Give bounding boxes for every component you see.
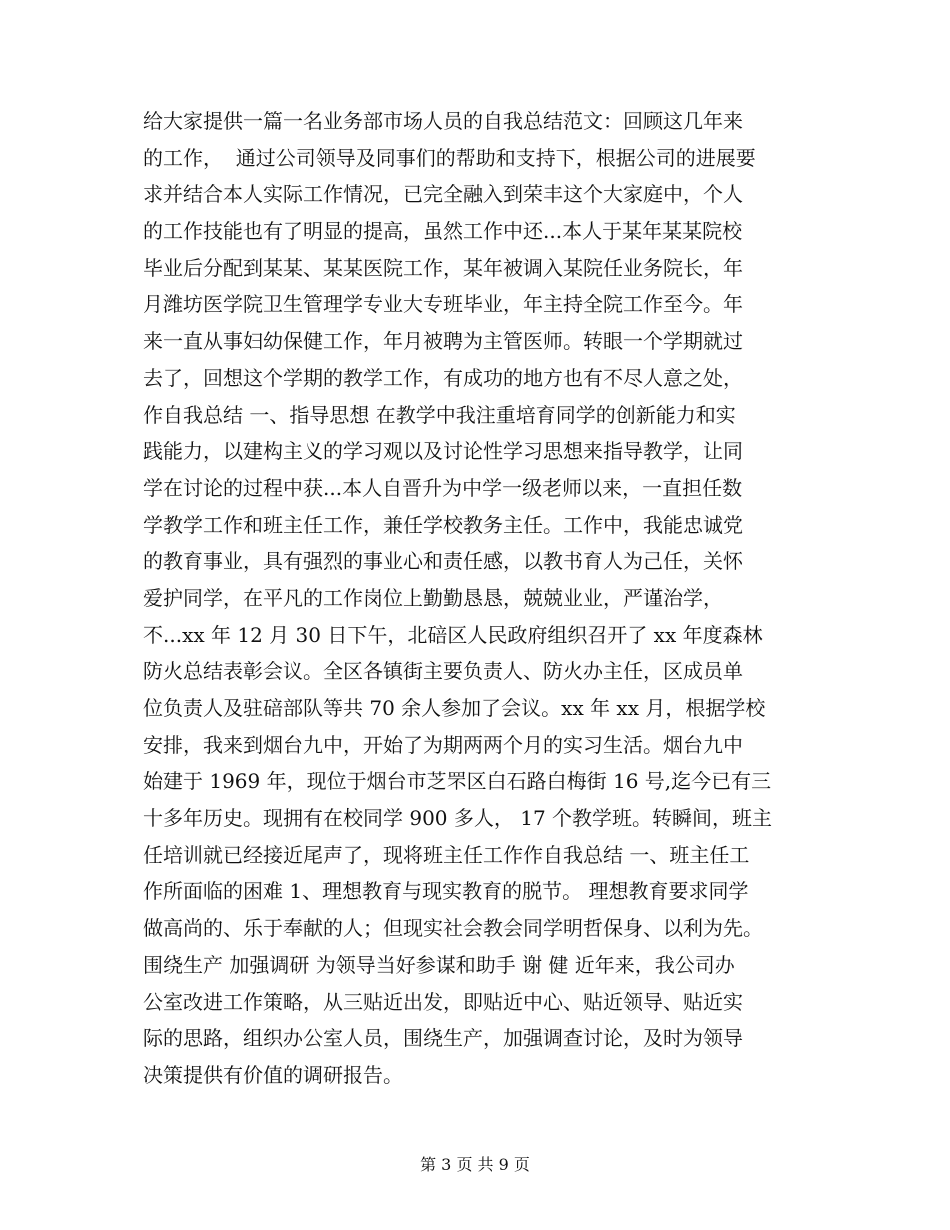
text-line-22: 作所面临的困难 1、理想教育与现实教育的脱节。 理想教育要求同学: [143, 879, 749, 904]
text-line-15: 不...xx 年 12 月 30 日下午，北碚区人民政府组织召开了 xx 年度森林: [143, 622, 763, 647]
text-line-11: 学在讨论的过程中获...本人自晋升为中学一级老师以来，一直担任数: [143, 475, 743, 500]
text-line-3: 求并结合本人实际工作情况，已完全融入到荣丰这个大家庭中，个人: [143, 182, 743, 207]
text-line-5: 毕业后分配到某某、某某医院工作，某年被调入某院任业务院长，年: [143, 255, 743, 280]
text-line-13: 的教育事业，具有强烈的事业心和责任感，以教书育人为己任，关怀: [143, 549, 743, 574]
text-line-17: 位负责人及驻碚部队等共 70 余人参加了会议。xx 年 xx 月，根据学校: [143, 696, 766, 720]
text-line-27: 决策提供有价值的调研报告。: [143, 1062, 403, 1087]
text-line-2: 的工作， 通过公司领导及同事们的帮助和支持下，根据公司的进展要: [143, 145, 756, 170]
text-line-23: 做高尚的、乐于奉献的人；但现实社会教会同学明哲保身、以利为先。: [143, 916, 763, 941]
text-line-4: 的工作技能也有了明显的提高，虽然工作中还...本人于某年某某院校: [143, 219, 743, 244]
page-number-footer: 第 3 页 共 9 页: [420, 1155, 530, 1174]
text-line-9: 作自我总结 一、指导思想 在教学中我注重培育同学的创新能力和实: [143, 402, 736, 427]
text-line-24: 围绕生产 加强调研 为领导当好参谋和助手 谢 健 近年来，我公司办: [143, 952, 735, 977]
text-line-25: 公室改进工作策略，从三贴近出发，即贴近中心、贴近领导、贴近实: [143, 989, 743, 1014]
text-line-14: 爱护同学，在平凡的工作岗位上勤勤恳恳，兢兢业业，严谨治学，: [143, 585, 723, 610]
text-line-21: 任培训就已经接近尾声了，现将班主任工作作自我总结 一、班主任工: [143, 842, 750, 867]
text-line-1: 给大家提供一篇一名业务部市场人员的自我总结范文：回顾这几年来: [143, 109, 743, 133]
text-line-8: 去了，回想这个学期的教学工作，有成功的地方也有不尽人意之处，: [143, 365, 743, 390]
text-line-19: 始建于 1969 年，现位于烟台市芝罘区白石路白梅街 16 号,迄今已有三: [143, 769, 772, 794]
body-text: [143, 103, 808, 1094]
text-line-12: 学教学工作和班主任工作，兼任学校教务主任。工作中，我能忠诚党: [143, 512, 743, 537]
text-line-10: 践能力，以建构主义的学习观以及讨论性学习思想来指导教学，让同: [143, 439, 743, 464]
text-line-18: 安排，我来到烟台九中，开始了为期两两个月的实习生活。烟台九中: [143, 732, 743, 757]
text-line-20: 十多年历史。现拥有在校同学 900 多人， 17 个教学班。转瞬间，班主: [143, 806, 773, 831]
text-line-7: 来一直从事妇幼保健工作，年月被聘为主管医师。转眼一个学期就过: [143, 329, 743, 354]
text-line-16: 防火总结表彰会议。全区各镇街主要负责人、防火办主任，区成员单: [143, 659, 743, 684]
text-line-26: 际的思路，组织办公室人员，围绕生产，加强调查讨论，及时为领导: [143, 1026, 743, 1051]
text-line-6: 月潍坊医学院卫生管理学专业大专班毕业，年主持全院工作至今。年: [143, 292, 743, 317]
